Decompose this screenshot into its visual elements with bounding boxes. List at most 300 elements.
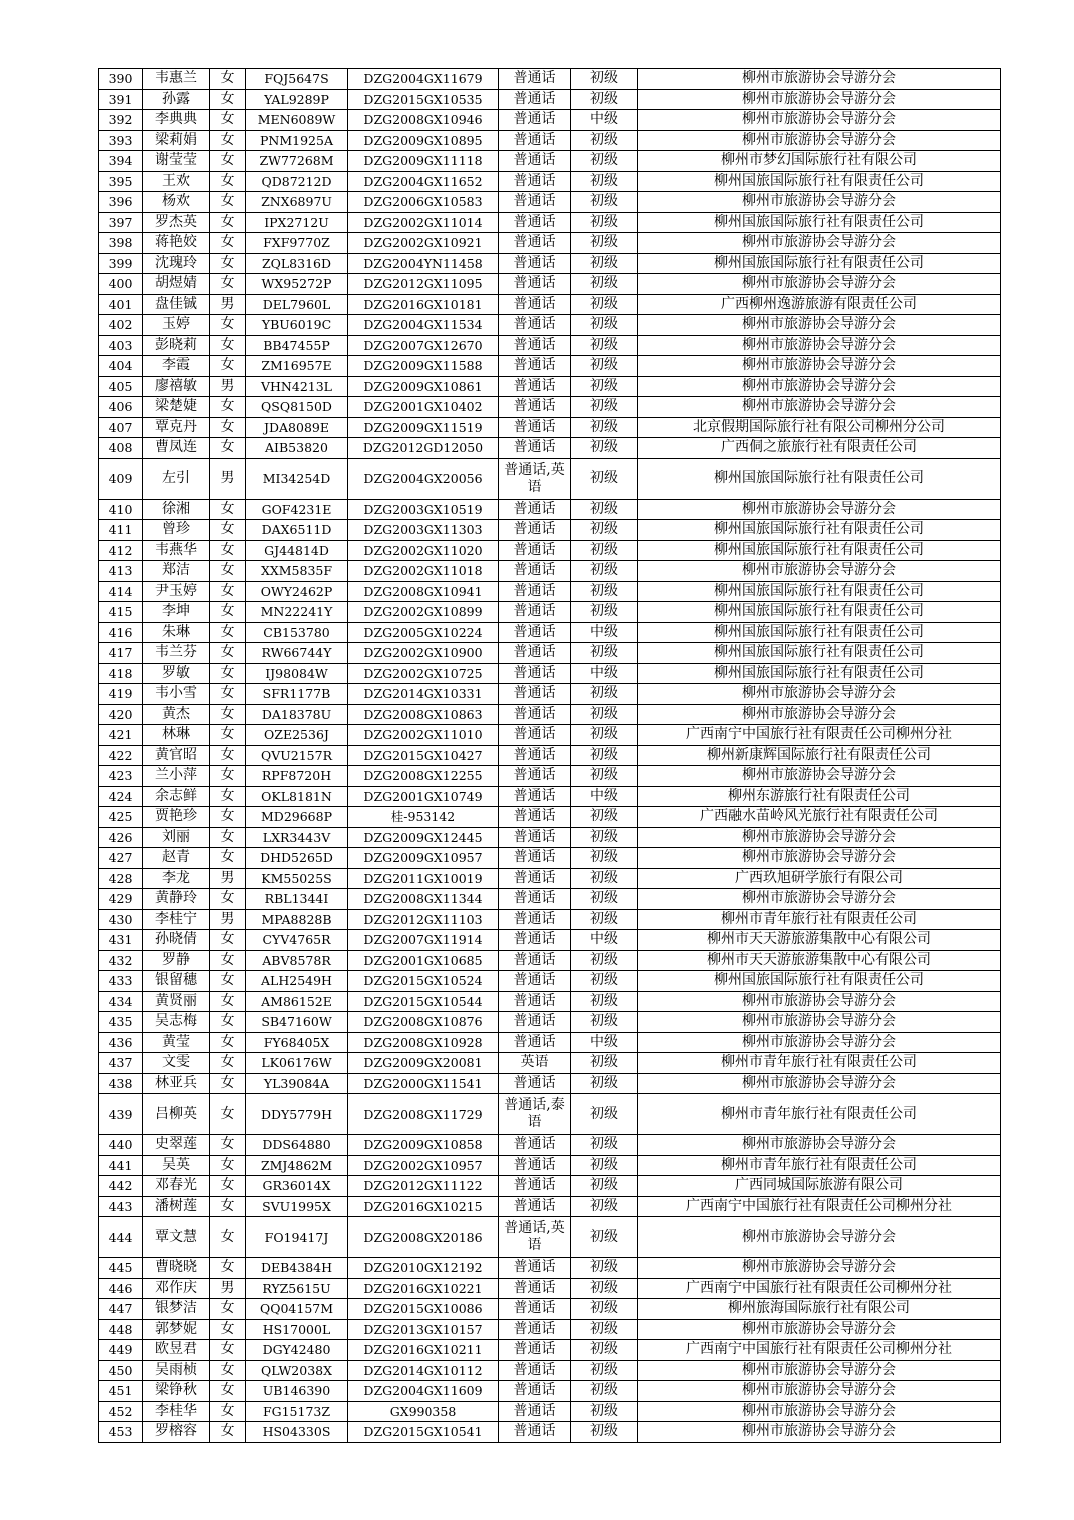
id-code-cell: ZMJ4862M (246, 1155, 348, 1176)
table-row (99, 192, 1001, 213)
id-code-cell: ALH2549H (246, 971, 348, 992)
gender-cell: 女 (210, 848, 246, 869)
certificate-number-cell: DZG2008GX10946 (348, 110, 499, 131)
id-code-cell: DAX6511D (246, 520, 348, 541)
table-row (99, 1278, 1001, 1299)
certificate-number-cell: DZG2002GX11020 (348, 540, 499, 561)
table-row (99, 786, 1001, 807)
row-number-cell: 397 (99, 212, 143, 233)
organization-cell: 柳州市旅游协会导游分会 (638, 315, 1001, 336)
table-row (99, 294, 1001, 315)
language-cell: 普通话 (499, 1381, 571, 1402)
table-row (99, 253, 1001, 274)
gender-cell: 女 (210, 212, 246, 233)
row-number-cell: 435 (99, 1012, 143, 1033)
guide-name-cell: 徐湘 (143, 499, 210, 520)
gender-cell: 女 (210, 335, 246, 356)
id-code-cell: VHN4213L (246, 376, 348, 397)
table-row (99, 745, 1001, 766)
certificate-number-cell: DZG2016GX10211 (348, 1340, 499, 1361)
organization-cell: 柳州国旅国际旅行社有限责任公司 (638, 520, 1001, 541)
grade-cell: 初级 (571, 520, 638, 541)
grade-cell: 初级 (571, 171, 638, 192)
language-cell: 普通话 (499, 1032, 571, 1053)
gender-cell: 女 (210, 1381, 246, 1402)
table-row (99, 704, 1001, 725)
certificate-number-cell: 桂-953142 (348, 807, 499, 828)
certificate-number-cell: DZG2015GX10544 (348, 991, 499, 1012)
row-number-cell: 400 (99, 274, 143, 295)
language-cell: 普通话 (499, 745, 571, 766)
table-row (99, 540, 1001, 561)
row-number-cell: 415 (99, 602, 143, 623)
certificate-number-cell: DZG2015GX10541 (348, 1422, 499, 1443)
table-row (99, 1012, 1001, 1033)
grade-cell: 初级 (571, 868, 638, 889)
language-cell: 普通话 (499, 1319, 571, 1340)
row-number-cell: 420 (99, 704, 143, 725)
guide-name-cell: 邓作庆 (143, 1278, 210, 1299)
id-code-cell: JDA8089E (246, 417, 348, 438)
grade-cell: 初级 (571, 889, 638, 910)
id-code-cell: ZNX6897U (246, 192, 348, 213)
certificate-number-cell: DZG2004YN11458 (348, 253, 499, 274)
guide-name-cell: 贾艳珍 (143, 807, 210, 828)
grade-cell: 初级 (571, 643, 638, 664)
gender-cell: 女 (210, 89, 246, 110)
id-code-cell: ABV8578R (246, 950, 348, 971)
id-code-cell: WX95272P (246, 274, 348, 295)
id-code-cell: RBL1344I (246, 889, 348, 910)
certificate-number-cell: DZG2002GX10900 (348, 643, 499, 664)
id-code-cell: FY68405X (246, 1032, 348, 1053)
table-row (99, 520, 1001, 541)
gender-cell: 女 (210, 684, 246, 705)
language-cell: 普通话 (499, 1073, 571, 1094)
grade-cell: 初级 (571, 1340, 638, 1361)
guide-name-cell: 梁铮秋 (143, 1381, 210, 1402)
certificate-number-cell: DZG2016GX10181 (348, 294, 499, 315)
id-code-cell: DGY42480 (246, 1340, 348, 1361)
gender-cell: 女 (210, 1258, 246, 1279)
guide-name-cell: 曹凤连 (143, 438, 210, 459)
row-number-cell: 392 (99, 110, 143, 131)
organization-cell: 柳州市旅游协会导游分会 (638, 376, 1001, 397)
table-row (99, 991, 1001, 1012)
grade-cell: 初级 (571, 438, 638, 459)
table-row (99, 684, 1001, 705)
id-code-cell: GOF4231E (246, 499, 348, 520)
row-number-cell: 401 (99, 294, 143, 315)
table-row (99, 356, 1001, 377)
gender-cell: 女 (210, 1176, 246, 1197)
guide-name-cell: 李典典 (143, 110, 210, 131)
grade-cell: 初级 (571, 848, 638, 869)
id-code-cell: MPA8828B (246, 909, 348, 930)
certificate-number-cell: DZG2002GX10921 (348, 233, 499, 254)
table-row (99, 1053, 1001, 1074)
guide-name-cell: 蒋艳姣 (143, 233, 210, 254)
grade-cell: 初级 (571, 1401, 638, 1422)
row-number-cell: 433 (99, 971, 143, 992)
gender-cell: 女 (210, 233, 246, 254)
language-cell: 普通话 (499, 520, 571, 541)
gender-cell: 女 (210, 438, 246, 459)
guide-name-cell: 彭晓莉 (143, 335, 210, 356)
table-row (99, 110, 1001, 131)
organization-cell: 广西南宁中国旅行社有限责任公司柳州分社 (638, 725, 1001, 746)
language-cell: 普通话 (499, 1401, 571, 1422)
id-code-cell: YBU6019C (246, 315, 348, 336)
id-code-cell: RPF8720H (246, 766, 348, 787)
id-code-cell: OWY2462P (246, 581, 348, 602)
row-number-cell: 425 (99, 807, 143, 828)
guide-name-cell: 银梦洁 (143, 1299, 210, 1320)
gender-cell: 女 (210, 274, 246, 295)
row-number-cell: 419 (99, 684, 143, 705)
id-code-cell: DEL7960L (246, 294, 348, 315)
table-row (99, 622, 1001, 643)
row-number-cell: 438 (99, 1073, 143, 1094)
language-cell: 普通话 (499, 868, 571, 889)
table-row (99, 561, 1001, 582)
certificate-number-cell: DZG2008GX11729 (348, 1094, 499, 1135)
language-cell: 普通话 (499, 1422, 571, 1443)
table-row (99, 663, 1001, 684)
row-number-cell: 404 (99, 356, 143, 377)
certificate-number-cell: DZG2009GX10957 (348, 848, 499, 869)
id-code-cell: MEN6089W (246, 110, 348, 131)
grade-cell: 初级 (571, 1319, 638, 1340)
organization-cell: 广西南宁中国旅行社有限责任公司柳州分社 (638, 1196, 1001, 1217)
row-number-cell: 430 (99, 909, 143, 930)
row-number-cell: 410 (99, 499, 143, 520)
guide-name-cell: 谢莹莹 (143, 151, 210, 172)
row-number-cell: 423 (99, 766, 143, 787)
id-code-cell: ZQL8316D (246, 253, 348, 274)
gender-cell: 女 (210, 417, 246, 438)
row-number-cell: 414 (99, 581, 143, 602)
guide-name-cell: 李桂宁 (143, 909, 210, 930)
grade-cell: 初级 (571, 1258, 638, 1279)
certificate-number-cell: DZG2002GX10899 (348, 602, 499, 623)
language-cell: 普通话 (499, 704, 571, 725)
grade-cell: 初级 (571, 376, 638, 397)
id-code-cell: DHD5265D (246, 848, 348, 869)
gender-cell: 女 (210, 971, 246, 992)
id-code-cell: QQ04157M (246, 1299, 348, 1320)
certificate-number-cell: DZG2008GX10876 (348, 1012, 499, 1033)
language-cell: 普通话 (499, 930, 571, 951)
language-cell: 普通话 (499, 581, 571, 602)
table-row (99, 335, 1001, 356)
id-code-cell: OKL8181N (246, 786, 348, 807)
grade-cell: 初级 (571, 1012, 638, 1033)
id-code-cell: SB47160W (246, 1012, 348, 1033)
row-number-cell: 394 (99, 151, 143, 172)
grade-cell: 初级 (571, 602, 638, 623)
organization-cell: 柳州市青年旅行社有限责任公司 (638, 909, 1001, 930)
row-number-cell: 391 (99, 89, 143, 110)
id-code-cell: QSQ8150D (246, 397, 348, 418)
row-number-cell: 395 (99, 171, 143, 192)
table-row (99, 1155, 1001, 1176)
guide-name-cell: 李霞 (143, 356, 210, 377)
organization-cell: 柳州市旅游协会导游分会 (638, 1422, 1001, 1443)
guide-name-cell: 吴英 (143, 1155, 210, 1176)
language-cell: 普通话 (499, 807, 571, 828)
table-row (99, 971, 1001, 992)
id-code-cell: FG15173Z (246, 1401, 348, 1422)
certificate-number-cell: GX990358 (348, 1401, 499, 1422)
language-cell: 普通话 (499, 540, 571, 561)
certificate-number-cell: DZG2014GX10331 (348, 684, 499, 705)
certificate-number-cell: DZG2015GX10524 (348, 971, 499, 992)
table-row (99, 581, 1001, 602)
language-cell: 普通话 (499, 1155, 571, 1176)
table-row (99, 1381, 1001, 1402)
language-cell: 普通话 (499, 151, 571, 172)
organization-cell: 柳州市旅游协会导游分会 (638, 1401, 1001, 1422)
organization-cell: 柳州市旅游协会导游分会 (638, 356, 1001, 377)
gender-cell: 女 (210, 171, 246, 192)
table-row (99, 1360, 1001, 1381)
organization-cell: 柳州市旅游协会导游分会 (638, 561, 1001, 582)
grade-cell: 初级 (571, 233, 638, 254)
guide-name-cell: 罗杰英 (143, 212, 210, 233)
guide-name-cell: 郭梦妮 (143, 1319, 210, 1340)
guide-name-cell: 吕柳英 (143, 1094, 210, 1135)
gender-cell: 女 (210, 1401, 246, 1422)
row-number-cell: 452 (99, 1401, 143, 1422)
language-cell: 普通话 (499, 684, 571, 705)
gender-cell: 女 (210, 930, 246, 951)
guide-name-cell: 尹玉婷 (143, 581, 210, 602)
id-code-cell: BB47455P (246, 335, 348, 356)
guide-name-cell: 李桂华 (143, 1401, 210, 1422)
language-cell: 普通话 (499, 766, 571, 787)
grade-cell: 初级 (571, 1155, 638, 1176)
row-number-cell: 405 (99, 376, 143, 397)
organization-cell: 柳州市旅游协会导游分会 (638, 1381, 1001, 1402)
gender-cell: 女 (210, 1196, 246, 1217)
organization-cell: 柳州市旅游协会导游分会 (638, 130, 1001, 151)
organization-cell: 柳州市旅游协会导游分会 (638, 192, 1001, 213)
grade-cell: 初级 (571, 1422, 638, 1443)
guide-name-cell: 胡煜婧 (143, 274, 210, 295)
grade-cell: 初级 (571, 745, 638, 766)
certificate-number-cell: DZG2001GX10402 (348, 397, 499, 418)
row-number-cell: 451 (99, 1381, 143, 1402)
organization-cell: 柳州国旅国际旅行社有限责任公司 (638, 663, 1001, 684)
gender-cell: 女 (210, 520, 246, 541)
organization-cell: 柳州市旅游协会导游分会 (638, 1032, 1001, 1053)
row-number-cell: 403 (99, 335, 143, 356)
row-number-cell: 428 (99, 868, 143, 889)
language-cell: 普通话 (499, 561, 571, 582)
organization-cell: 柳州市旅游协会导游分会 (638, 274, 1001, 295)
table-row (99, 807, 1001, 828)
guide-name-cell: 朱琳 (143, 622, 210, 643)
language-cell: 普通话 (499, 909, 571, 930)
organization-cell: 柳州旅海国际旅行社有限公司 (638, 1299, 1001, 1320)
language-cell: 普通话 (499, 1340, 571, 1361)
id-code-cell: ZM16957E (246, 356, 348, 377)
organization-cell: 柳州市旅游协会导游分会 (638, 684, 1001, 705)
row-number-cell: 439 (99, 1094, 143, 1135)
grade-cell: 初级 (571, 1217, 638, 1258)
guide-name-cell: 左引 (143, 458, 210, 499)
id-code-cell: FXF9770Z (246, 233, 348, 254)
table-row (99, 868, 1001, 889)
gender-cell: 女 (210, 1155, 246, 1176)
organization-cell: 柳州市旅游协会导游分会 (638, 69, 1001, 90)
gender-cell: 女 (210, 745, 246, 766)
language-cell: 普通话 (499, 130, 571, 151)
grade-cell: 初级 (571, 909, 638, 930)
language-cell: 普通话 (499, 1278, 571, 1299)
grade-cell: 初级 (571, 69, 638, 90)
organization-cell: 柳州市天天游旅游集散中心有限公司 (638, 930, 1001, 951)
certificate-number-cell: DZG2012GX11095 (348, 274, 499, 295)
id-code-cell: AM86152E (246, 991, 348, 1012)
grade-cell: 初级 (571, 1360, 638, 1381)
organization-cell: 柳州国旅国际旅行社有限责任公司 (638, 581, 1001, 602)
grade-cell: 初级 (571, 274, 638, 295)
certificate-number-cell: DZG2012GX11122 (348, 1176, 499, 1197)
table-row (99, 725, 1001, 746)
language-cell: 普通话 (499, 602, 571, 623)
organization-cell: 柳州国旅国际旅行社有限责任公司 (638, 643, 1001, 664)
gender-cell: 女 (210, 827, 246, 848)
certificate-number-cell: DZG2001GX10749 (348, 786, 499, 807)
organization-cell: 柳州市旅游协会导游分会 (638, 335, 1001, 356)
certificate-number-cell: DZG2002GX11018 (348, 561, 499, 582)
table-row (99, 848, 1001, 869)
certificate-number-cell: DZG2008GX11344 (348, 889, 499, 910)
guide-name-cell: 玉婷 (143, 315, 210, 336)
row-number-cell: 409 (99, 458, 143, 499)
id-code-cell: XXM5835F (246, 561, 348, 582)
table-row (99, 1032, 1001, 1053)
certificate-number-cell: DZG2007GX11914 (348, 930, 499, 951)
organization-cell: 柳州国旅国际旅行社有限责任公司 (638, 212, 1001, 233)
organization-cell: 广西南宁中国旅行社有限责任公司柳州分社 (638, 1278, 1001, 1299)
organization-cell: 柳州国旅国际旅行社有限责任公司 (638, 971, 1001, 992)
guide-name-cell: 黄莹 (143, 1032, 210, 1053)
row-number-cell: 426 (99, 827, 143, 848)
id-code-cell: YAL9289P (246, 89, 348, 110)
organization-cell: 柳州国旅国际旅行社有限责任公司 (638, 458, 1001, 499)
id-code-cell: KM55025S (246, 868, 348, 889)
gender-cell: 女 (210, 1217, 246, 1258)
guide-name-cell: 邓春光 (143, 1176, 210, 1197)
grade-cell: 中级 (571, 786, 638, 807)
row-number-cell: 411 (99, 520, 143, 541)
organization-cell: 柳州市梦幻国际旅行社有限公司 (638, 151, 1001, 172)
id-code-cell: LK06176W (246, 1053, 348, 1074)
row-number-cell: 402 (99, 315, 143, 336)
table-row (99, 643, 1001, 664)
id-code-cell: MD29668P (246, 807, 348, 828)
grade-cell: 初级 (571, 684, 638, 705)
table-row (99, 212, 1001, 233)
guide-name-cell: 覃文慧 (143, 1217, 210, 1258)
gender-cell: 女 (210, 1360, 246, 1381)
id-code-cell: DA18378U (246, 704, 348, 725)
certificate-number-cell: DZG2016GX10215 (348, 1196, 499, 1217)
organization-cell: 柳州国旅国际旅行社有限责任公司 (638, 622, 1001, 643)
table-row (99, 1135, 1001, 1156)
language-cell: 普通话 (499, 663, 571, 684)
language-cell: 普通话 (499, 233, 571, 254)
gender-cell: 男 (210, 458, 246, 499)
certificate-number-cell: DZG2009GX11118 (348, 151, 499, 172)
organization-cell: 柳州东游旅行社有限责任公司 (638, 786, 1001, 807)
grade-cell: 初级 (571, 827, 638, 848)
table-row (99, 417, 1001, 438)
row-number-cell: 412 (99, 540, 143, 561)
certificate-number-cell: DZG2004GX11609 (348, 1381, 499, 1402)
table-row (99, 397, 1001, 418)
guide-name-cell: 罗榕容 (143, 1422, 210, 1443)
row-number-cell: 427 (99, 848, 143, 869)
row-number-cell: 450 (99, 1360, 143, 1381)
gender-cell: 女 (210, 1032, 246, 1053)
gender-cell: 女 (210, 1012, 246, 1033)
certificate-number-cell: DZG2011GX10019 (348, 868, 499, 889)
gender-cell: 女 (210, 663, 246, 684)
table-row (99, 930, 1001, 951)
certificate-number-cell: DZG2004GX11534 (348, 315, 499, 336)
certificate-number-cell: DZG2015GX10535 (348, 89, 499, 110)
language-cell: 普通话 (499, 971, 571, 992)
id-code-cell: QD87212D (246, 171, 348, 192)
language-cell: 普通话 (499, 1299, 571, 1320)
language-cell: 普通话 (499, 1258, 571, 1279)
id-code-cell: DDS64880 (246, 1135, 348, 1156)
id-code-cell: IJ98084W (246, 663, 348, 684)
guide-name-cell: 赵青 (143, 848, 210, 869)
language-cell: 普通话 (499, 253, 571, 274)
grade-cell: 中级 (571, 110, 638, 131)
guide-name-cell: 林亚兵 (143, 1073, 210, 1094)
table-row (99, 827, 1001, 848)
organization-cell: 柳州市旅游协会导游分会 (638, 233, 1001, 254)
table-row (99, 376, 1001, 397)
guide-name-cell: 李龙 (143, 868, 210, 889)
grade-cell: 初级 (571, 1094, 638, 1135)
row-number-cell: 444 (99, 1217, 143, 1258)
language-cell: 普通话 (499, 69, 571, 90)
organization-cell: 广西玖旭研学旅行有限公司 (638, 868, 1001, 889)
gender-cell: 男 (210, 909, 246, 930)
guide-name-cell: 余志鲜 (143, 786, 210, 807)
grade-cell: 中级 (571, 1032, 638, 1053)
organization-cell: 柳州市天天游旅游集散中心有限公司 (638, 950, 1001, 971)
language-cell: 普通话,英语 (499, 458, 571, 499)
guide-name-cell: 银留穗 (143, 971, 210, 992)
gender-cell: 女 (210, 1094, 246, 1135)
language-cell: 普通话 (499, 991, 571, 1012)
row-number-cell: 436 (99, 1032, 143, 1053)
row-number-cell: 453 (99, 1422, 143, 1443)
table-row (99, 499, 1001, 520)
table-row (99, 89, 1001, 110)
table-row (99, 151, 1001, 172)
guide-name-cell: 覃克丹 (143, 417, 210, 438)
organization-cell: 柳州新康辉国际旅行社有限责任公司 (638, 745, 1001, 766)
